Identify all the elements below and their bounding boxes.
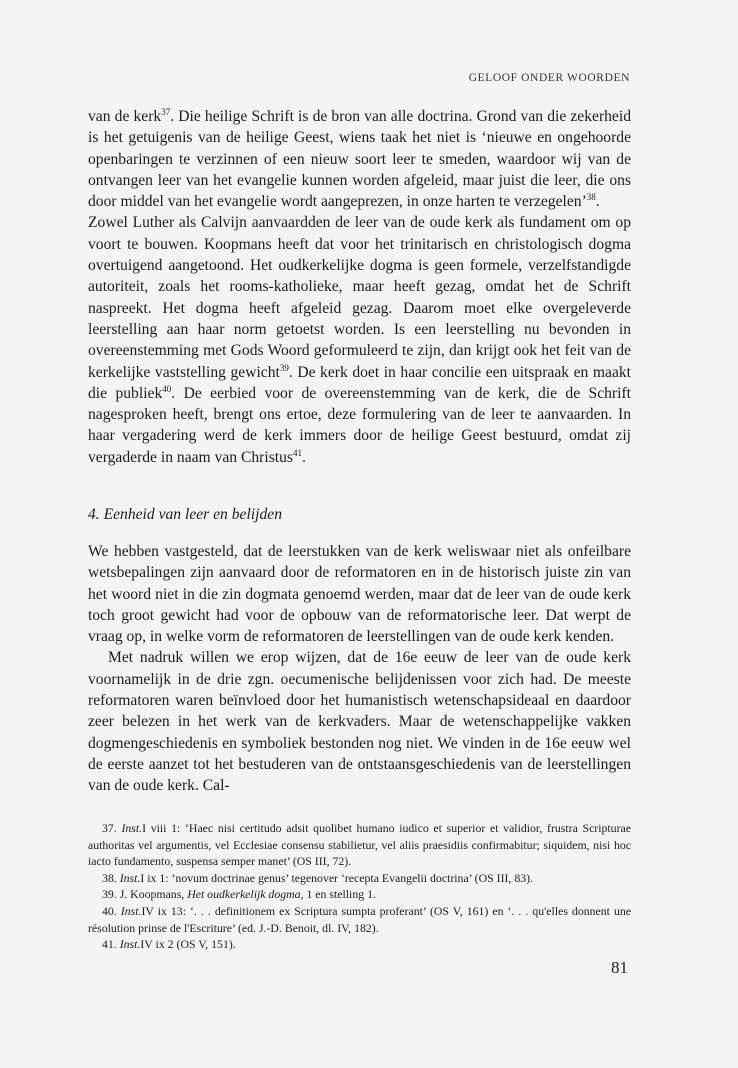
section-1-body xyxy=(88,106,631,468)
footnote-ref: 41 xyxy=(292,447,302,458)
section-heading: 4. Eenheid van leer en belijden xyxy=(88,506,282,523)
footnote: 41. Inst.IV ix 2 (OS V, 151). xyxy=(102,937,236,952)
paragraph: Met nadruk willen we erop wijzen, dat de 16e eeuw de leer van de oude kerk voornamelijk in de drie zgn. oecumenische belijdenissen voor zich had. De meeste reformatoren waren beïnvloed door het humanistisch wetenschapsideaal en daardoor zeer belezen in het werk van de kerkvaders. Maar de wetenschappelijke vakken dogmengeschiedenis en symboliek bestonden nog niet. We vinden in de 16e eeuw wel de eerste aanzet tot het bestuderen van de ontstaansgeschiedenis van de leerstellingen van de oude kerk. Cal- xyxy=(88,649,631,795)
footnote-ref: 37 xyxy=(161,107,171,117)
paragraph: We hebben vastgesteld, dat de leerstukken van de kerk weliswaar niet als onfeilbare wetsbepalingen zijn aanvaard door de reformatoren en in de historisch juiste zin van het woord niet in die zin dogmata genoemd werden, maar dat de leer van de oude kerk toch groot gewicht had voor de opbouw van de reformatorische leer. Dat werpt de vraag op, in welke vorm de reformatoren de leerstellingen van de oude kerk kenden. xyxy=(88,543,631,646)
footnote: 39. J. Koopmans, Het oudkerkelijk dogma, 1 en stelling 1. xyxy=(102,887,376,902)
page-number: 81 xyxy=(611,958,628,977)
section-2-body xyxy=(88,541,631,797)
footnote-ref: 39 xyxy=(279,362,289,373)
footnote-ref: 38 xyxy=(586,192,596,203)
footnote: 37. Inst.I viii 1: ‘Haec nisi certitudo adsit quolibet humano iudico et superior et validior, frustra Scripturae authoritas vel argumentis, vel Ecclesiae consensu stabilietur, vel aliis praesidiis confirmabitur; siquidem, nisi hoc iacto fundamento, suspensa semper manet’ (OS III, 72). xyxy=(88,821,631,869)
paragraph: van de kerk$^{37}$. Die heilige Schrift is de bron van alle doctrina. Grond van die zekerheid is het getuigenis van de heilige Geest, wiens taak het niet is ‘nieuwe en ongehoorde openbaringen te verzinnen of een nieuw soort leer te smeden, waardoor wij van de ontvangen leer van het evangelie kunnen worden afgeleid, maar juist die leer, die ons door middel van het evangelie wordt aangeprezen, in onze harten te verzegelen’$^{38}$. xyxy=(88,107,631,211)
footnotes xyxy=(88,820,631,953)
running-header: GELOOF ONDER WOORDEN xyxy=(468,72,630,84)
footnote-ref: 40 xyxy=(162,383,172,394)
paragraph: Zowel Luther als Calvijn aanvaardden de leer van de oude kerk als fundament om op voort te bouwen. Koopmans heeft dat voor het trinitarisch en christologisch dogma overtuigend aangetoond. Het oudkerkelijke dogma is geen formele, verzelfstandigde autoriteit, zoals het rooms-katholieke, maar heeft gezag, omdat het de Schrift naspreekt. Het dogma heeft afgeleid gezag. Daarom moet elke overgeleverde leerstelling aan haar norm getoetst worden. Is een leerstelling nu bevonden in overeenstemming met Gods Woord geformuleerd te zijn, dan krijgt ook het feit van de kerkelijke vaststelling gewicht$^{39}$. De kerk doet in haar concilie een uitspraak en maakt die publiek$^{40}$. De eerbied voor de overeenstemming van de kerk, die de Schrift nagesproken heeft, brengt ons ertoe, deze formulering van de leer te aanvaarden. In haar vergadering werd de kerk immers door de heilige Geest bestuurd, omdat zij vergaderde in naam van Christus$^{41}$. xyxy=(88,214,631,466)
footnote: 40. Inst.IV ix 13: ‘. . . definitionem ex Scriptura sumpta proferant’ (OS V, 161) en ‘. . . qu'elles donnent une résolution prinse de l'Escriture’ (ed. J.-D. Benoit, dl. IV, 182). xyxy=(88,903,631,935)
footnote: 38. Inst.I ix 1: ‘novum doctrinae genus’ tegenover ‘recepta Evangelii doctrina’ (OS III, 83). xyxy=(102,870,534,885)
